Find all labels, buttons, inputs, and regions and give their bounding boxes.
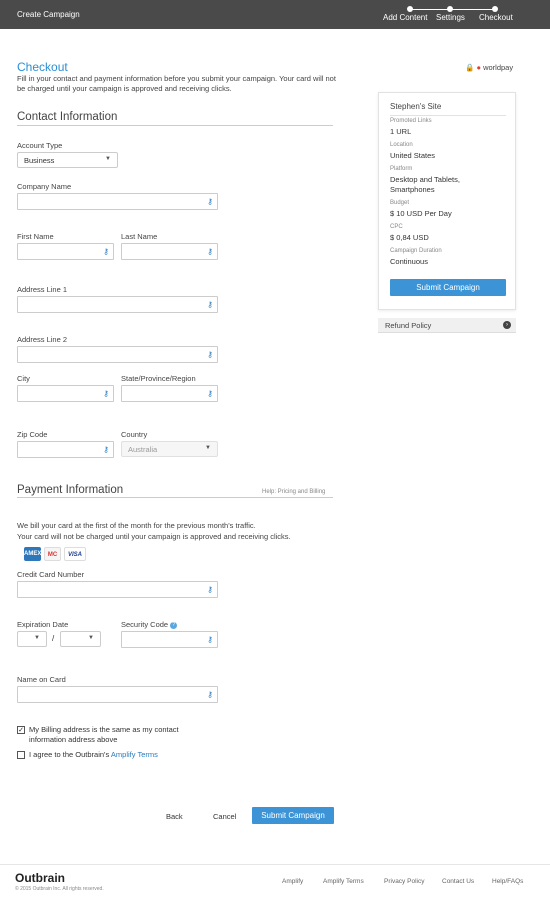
autofill-key-icon: ⚷ [207, 197, 213, 206]
step-dot-checkout [492, 6, 498, 12]
help-icon[interactable]: ? [170, 622, 177, 629]
expiration-separator: / [52, 634, 55, 643]
footer-link-amplify-terms[interactable]: Amplify Terms [323, 878, 364, 885]
copyright: © 2015 Outbrain Inc. All rights reserved. [15, 886, 104, 892]
account-type-select[interactable] [17, 152, 118, 168]
agree-terms-prefix: I agree to the Outbrain's [29, 750, 111, 759]
company-name-label: Company Name [17, 182, 72, 191]
step-add-content[interactable]: Add Content [383, 13, 428, 22]
payment-section-title: Payment Information [17, 484, 124, 496]
name-on-card-input[interactable] [17, 686, 218, 703]
cancel-button[interactable]: Cancel [213, 812, 237, 821]
billing-same-label: My Billing address is the same as my contact information address above [29, 725, 179, 744]
campaign-summary-card [378, 92, 516, 310]
autofill-key-icon: ⚷ [103, 389, 109, 398]
top-bar [0, 0, 550, 29]
address1-label: Address Line 1 [17, 285, 68, 294]
summary-value-duration: Continuous [390, 257, 428, 266]
security-code-label [121, 620, 177, 629]
agree-terms-label [29, 750, 158, 760]
outbrain-logo: Outbrain [15, 871, 65, 885]
billing-note: We bill your card at the first of the month for the previous month's traffic. Your card will not be charged until your campaign is approved and receiving clicks. [17, 521, 291, 541]
state-label: State/Province/Region [121, 374, 196, 383]
account-type-value: Business [24, 156, 55, 165]
lock-icon: 🔒 [465, 63, 475, 72]
state-input[interactable] [121, 385, 218, 402]
summary-key-duration: Campaign Duration [390, 248, 442, 254]
back-button[interactable]: Back [166, 812, 183, 821]
step-settings[interactable]: Settings [436, 13, 465, 22]
intro-text: Fill in your contact and payment information before you submit your campaign. Your card will not be charged until your campaign is approved and receiving clicks. [17, 74, 336, 93]
expiration-year-select[interactable] [60, 631, 101, 647]
country-label: Country [121, 430, 148, 439]
worldpay-label: worldpay [483, 63, 514, 72]
autofill-key-icon: ⚷ [207, 389, 213, 398]
summary-value-promoted-links: 1 URL [390, 127, 412, 136]
city-input[interactable] [17, 385, 114, 402]
summary-value-cpc: $ 0,84 USD [390, 233, 429, 242]
chevron-right-icon: › [503, 321, 511, 329]
summary-value-budget: $ 10 USD Per Day [390, 209, 452, 218]
city-label: City [17, 374, 30, 383]
step-dot-settings [447, 6, 453, 12]
refund-policy-label: Refund Policy [385, 321, 432, 330]
address2-label: Address Line 2 [17, 335, 68, 344]
help-pricing-billing-link[interactable]: Help: Pricing and Billing [262, 489, 326, 495]
security-code-input[interactable] [121, 631, 218, 648]
card-number-input[interactable] [17, 581, 218, 598]
autofill-key-icon: ⚷ [207, 690, 213, 699]
footer-link-help[interactable]: Help/FAQs [492, 878, 524, 885]
contact-section-title: Contact Information [17, 111, 118, 123]
autofill-key-icon: ⚷ [207, 635, 213, 644]
first-name-input[interactable] [17, 243, 114, 260]
submit-campaign-button[interactable]: Submit Campaign [252, 807, 334, 824]
autofill-key-icon: ⚷ [103, 445, 109, 454]
address2-input[interactable] [17, 346, 218, 363]
chevron-down-icon: ▼ [205, 445, 211, 451]
company-name-input[interactable] [17, 193, 218, 210]
steps-progress-line [410, 9, 496, 10]
summary-site-name: Stephen's Site [390, 102, 442, 111]
summary-key-cpc: CPC [390, 224, 403, 230]
summary-key-platform: Platform [390, 166, 413, 172]
payment-divider [17, 497, 333, 498]
zip-label: Zip Code [17, 430, 48, 439]
visa-card-icon: VISA [64, 547, 86, 561]
autofill-key-icon: ⚷ [207, 247, 213, 256]
footer-divider [0, 864, 550, 865]
chevron-down-icon: ▼ [34, 635, 40, 641]
autofill-key-icon: ⚷ [103, 247, 109, 256]
summary-divider [390, 115, 506, 116]
chevron-down-icon: ▼ [88, 635, 94, 641]
autofill-key-icon: ⚷ [207, 300, 213, 309]
zip-input[interactable] [17, 441, 114, 458]
expiration-month-select[interactable] [17, 631, 47, 647]
summary-submit-button[interactable]: Submit Campaign [390, 279, 506, 296]
step-checkout[interactable]: Checkout [479, 13, 513, 22]
worldpay-logo-icon: ● [476, 63, 481, 72]
footer-link-contact[interactable]: Contact Us [442, 878, 475, 885]
chevron-down-icon: ▼ [105, 156, 111, 162]
footer-link-privacy[interactable]: Privacy Policy [384, 878, 425, 885]
summary-key-promoted-links: Promoted Links [390, 118, 432, 124]
billing-same-checkbox[interactable]: ✓ [18, 727, 24, 734]
step-dot-add-content [407, 6, 413, 12]
summary-key-location: Location [390, 142, 413, 148]
agree-terms-checkbox[interactable] [17, 751, 25, 759]
summary-key-budget: Budget [390, 200, 410, 206]
address1-input[interactable] [17, 296, 218, 313]
country-select[interactable] [121, 441, 218, 457]
last-name-label: Last Name [121, 232, 158, 241]
amplify-terms-link[interactable]: Amplify Terms [110, 750, 158, 759]
footer-link-amplify[interactable]: Amplify [282, 878, 304, 885]
name-on-card-label: Name on Card [17, 675, 66, 684]
autofill-key-icon: ⚷ [207, 350, 213, 359]
security-code-text: Security Code [121, 620, 169, 629]
expiration-label: Expiration Date [17, 620, 69, 629]
mastercard-card-icon: MC [44, 547, 61, 561]
autofill-key-icon: ⚷ [207, 585, 213, 594]
refund-policy-toggle[interactable] [378, 318, 516, 333]
account-type-label: Account Type [17, 141, 63, 150]
worldpay-badge [465, 63, 513, 72]
last-name-input[interactable] [121, 243, 218, 260]
window-title: Create Campaign [17, 10, 80, 19]
country-value: Australia [128, 445, 158, 454]
contact-divider [17, 125, 333, 126]
summary-value-platform: Desktop and Tablets, Smartphones [390, 175, 460, 194]
amex-card-icon: AMEX [24, 547, 41, 561]
page-title: Checkout [17, 60, 68, 74]
first-name-label: First Name [17, 232, 54, 241]
summary-value-location: United States [390, 151, 436, 160]
card-number-label: Credit Card Number [17, 570, 85, 579]
